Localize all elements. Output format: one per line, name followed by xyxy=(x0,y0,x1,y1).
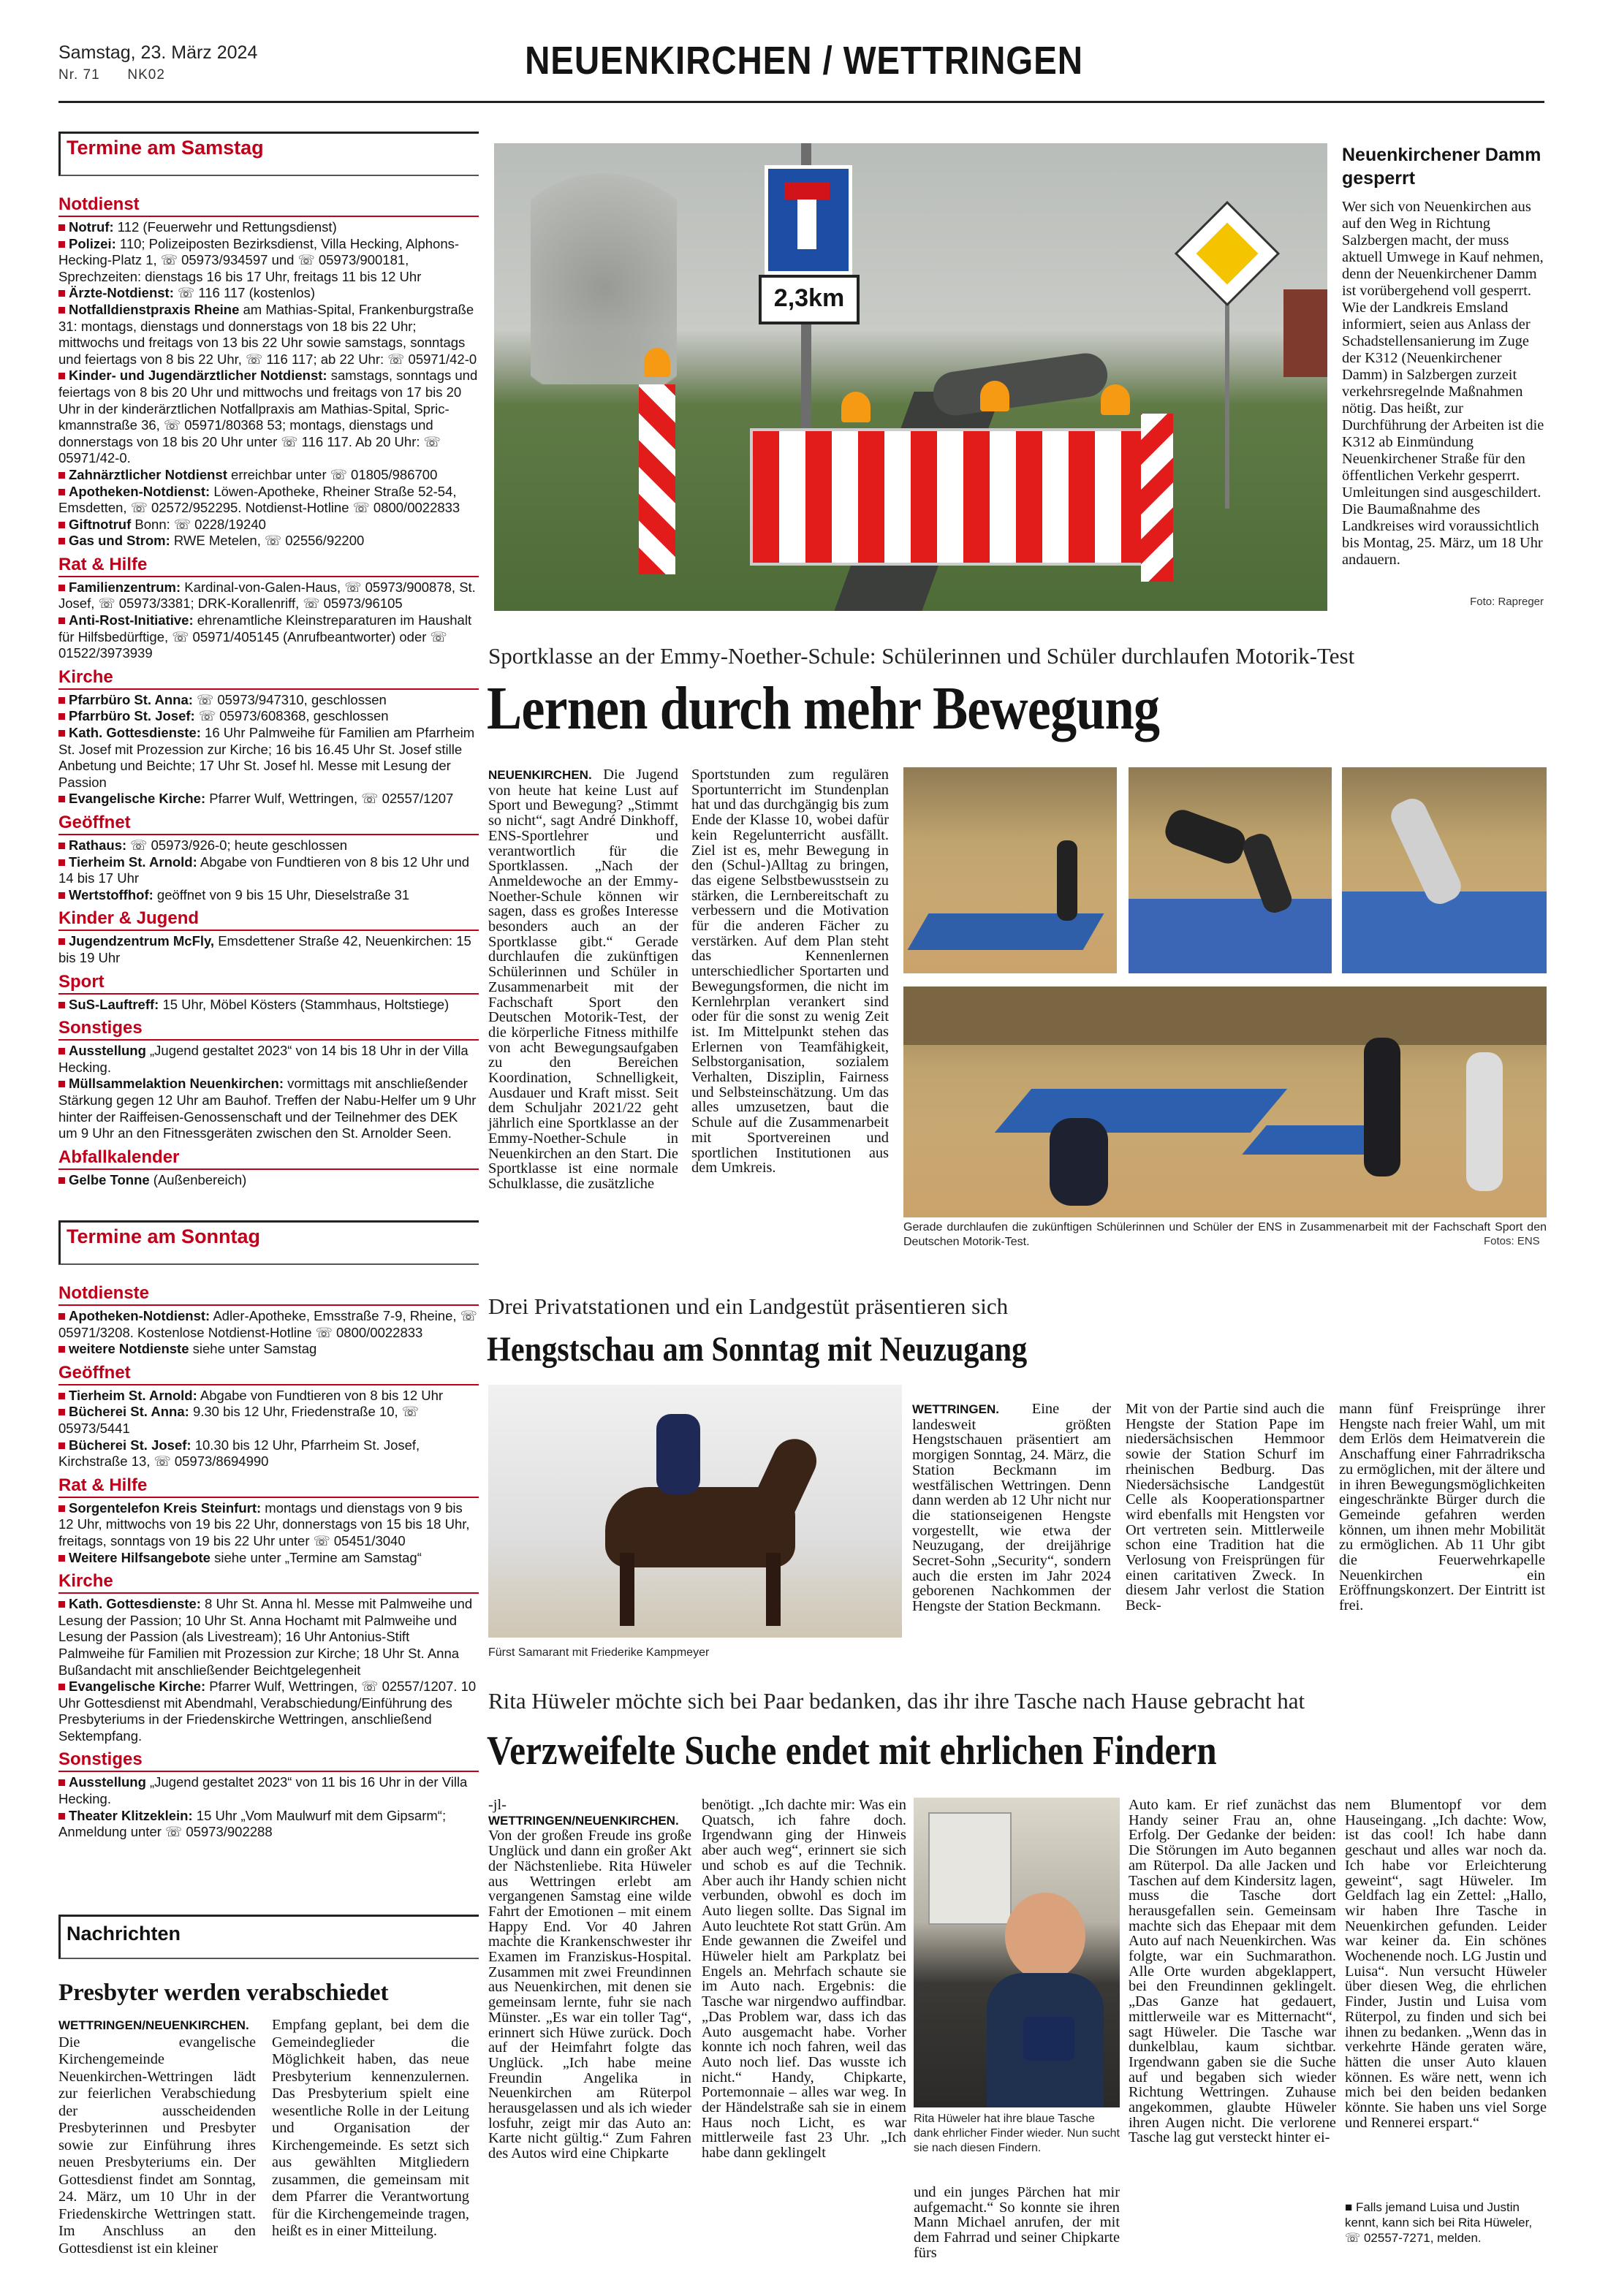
hengst-col-1: WETTRINGEN. Eine der landesweit größten Hengstschauen präsentiert am morgigen Sonntag, 24. März, die Station Beckmann im westfälischen Wettringen. Denn dann werden ab 12 Uhr nicht nur die stationseigenen Hengste vorgestellt, wie etwa der Neuzugang, der dreijährige Secret-Sohn „Security“, sondern auch die ersten im Jahr 2024 geborenen Nachkommen der Hengste der Station Beckmann. xyxy=(912,1401,1111,1615)
rita-photo xyxy=(914,1798,1120,2107)
samstag-entry xyxy=(58,467,479,484)
bullet-square-icon xyxy=(58,1442,65,1449)
samstag-entry xyxy=(58,725,479,791)
entry-label: Apotheken-Notdienst: xyxy=(69,483,211,499)
samstag-entry xyxy=(58,612,479,662)
entry-text: Abgabe von Fundtieren von 8 bis 12 Uhr xyxy=(197,1387,444,1403)
nachrichten-headline: Presbyter werden verabschiedet xyxy=(58,1980,389,2006)
entry-text: montags und dienstags von 9 bis 12 Uhr, mittwochs von 19 bis 22 Uhr, donnerstags von 15 bis 18 Uhr, freitags, sonntags von 19 bis 22 Uhr unter ☏ 05451/3040 xyxy=(58,1499,470,1548)
samstag-section-heading: Kirche xyxy=(58,666,479,690)
samstag-entry xyxy=(58,1172,479,1189)
entry-text: Bonn: ☏ 0228/19240 xyxy=(131,516,266,532)
entry-label: Apotheken-Notdienst: xyxy=(69,1308,211,1323)
damm-headline: Neuenkirchener Damm gesperrt xyxy=(1342,145,1541,189)
samstag-section-heading: Kinder & Jugend xyxy=(58,908,479,931)
tasche-col-2: benötigt. „Ich dachte mir: Was ein Quatsch, ich fahre doch. Irgendwann ging der Hinweis aber auch weg“, erinnert sie sich und schob es auf die Technik. Aber auch ihr Handy schien nicht verbunden, obwohl es doch im Auto liegen sollte. Das Signal im Auto leuchtete Rot statt Grün. Am Ende gewannen die Zweifel und Hüweler hielt am Parkplatz bei Engels an. Mehrfach schaute sie im Auto nach. Ergebnis: die Tasche war nirgendwo auffindbar. „Das Problem war, dass ich das Auto ausgemacht habe. Vorher konnte ich noch fahren, weil das Auto noch lief. Das wusste ich nicht.“ Handy, Chipkarte, Portemonnaie – alles war weg. In der Händelstraße sah sie in einem Haus noch Licht, es war mittlerweile fast 23 Uhr. „Ich habe dann geklingelt xyxy=(702,1797,906,2162)
bullet-square-icon xyxy=(58,585,65,591)
samstag-section-heading: Sonstiges xyxy=(58,1017,479,1041)
samstag-section-heading: Abfallkalender xyxy=(58,1147,479,1170)
sonntag-entry xyxy=(58,1500,479,1550)
sonntag-section-heading: Notdienste xyxy=(58,1282,479,1306)
bullet-square-icon xyxy=(58,1048,65,1054)
tasche-headline: Verzweifelte Suche endet mit ehrlichen Findern xyxy=(487,1728,1217,1774)
sonntag-entry xyxy=(58,1774,479,1807)
entry-label: Tierheim St. Arnold: xyxy=(69,1387,197,1403)
entry-text: samstags, sonntags und feiertags von 8 bis 20 Uhr und mittwochs und freitags von 17 bis 20 Uhr in der kinderärztlichen Notfallpraxis am Mathias-Spital, Sprickmannstraße 36, ☏ 05971/80368 53; montags, dienstags und donnerstags von 18 bis 20 Uhr unter ☏ 116 117. Ab 20 Uhr: ☏ 05971/42-0. xyxy=(58,368,478,466)
entry-label: Sorgentelefon Kreis Steinfurt: xyxy=(69,1499,262,1516)
bullet-square-icon xyxy=(58,373,65,379)
entry-text: 8 Uhr St. Anna hl. Messe mit Palmweihe und Lesung der Passion; 10 Uhr St. Anna Hochamt mit Palmweihe und Lesung der Passion (als Livestream); 16 Uhr Antonius-Stift Palmweihe für Familien mit Prozession zur Kirche; 18 Uhr St. Anna Bußandacht mit anschließender Beichtgelegenheit xyxy=(58,1596,473,1678)
entry-label: weitere Notdienste xyxy=(69,1341,189,1357)
nachrichten-col-1: WETTRINGEN/NEUENKIRCHEN. Die evangelische Kirchengemeinde Neuenkirchen-Wettringen lädt zur feierlichen Verabschiedung der ausscheidenden Presbyterinnen und Presbyter sowie zur Einführung ihres neuen Presbyteriums ein. Der Gottesdienst findet am Sonntag, 24. März, um 10 Uhr in der Friedenskirche Wettringen statt. Im Anschluss an den Gottesdienst ist ein kleiner xyxy=(58,2018,256,2257)
priority-road-sign xyxy=(1175,201,1280,306)
samstag-entry xyxy=(58,1076,479,1141)
sonntag-entry xyxy=(58,1388,479,1404)
bullet-square-icon xyxy=(58,1081,65,1087)
tasche-col-5: nem Blumentopf vor dem Hauseingang. „Ich dachte: Wow, ist das cool! Ich habe dann geschaut und alles war noch da. Ich habe vor Erleichterung geweint“, sagt Hüweler. Im Geldfach lag ein Zettel: „Hallo, wir haben Ihre Tasche in Neuenkirchen gefunden. Leider war keiner da. Ein schönes Wochenende noch. LG Justin und Luisa“. Nun versucht Hüweler über diesen Weg, die ehrlichen Finder, Justin und Luisa vom Rüterpol, zu finden und sich bei ihnen zu bedanken. „Wenn das in verkehrte Hände geraten wäre, hätten die unser Auto klauen können. Es wäre nett, wenn ich mich bei den beiden bedanken könnte. Sie haben uns viel Sorge und Rennerei erspart.“ xyxy=(1345,1797,1547,2131)
bullet-square-icon xyxy=(58,1409,65,1415)
entry-text: „Jugend gestaltet 2023“ von 14 bis 18 Uhr in der Villa Hecking. xyxy=(58,1043,469,1075)
samstag-entry xyxy=(58,887,479,904)
bewegung-col-2: Sportstunden zum regulären Sportunterricht im Stundenplan hat und das durchgängig bis zum Ende der Klasse 10, wobei dafür kein Regelunterricht ausfällt. Ziel ist es, mehr Bewegung in den (Schul-)Alltag zu bringen, das eigene Selbstbewusstsein zu stärken, die Lernbereitschaft zu verbessern und die Motivation für die anderen Fächer zu verstärken. Auf dem Plan steht das Kennenlernen unterschiedlicher Sportarten und Bewegungsformen, die nicht im Kernlehrplan verankert sind oder für die sonst zu wenig Zeit ist. Im Mittelpunkt stehen das Erlernen von Teamfähigkeit, Selbstorganisation, sozialem Verhalten, Disziplin, Fairness und Selbsteinschätzung. Um das alles umzusetzen, baut die Schule auf die Zusammenarbeit mit Sportvereinen und sportlichen Institutionen aus dem Umkreis. xyxy=(691,767,889,1176)
entry-text: Pfarrer Wulf, Wettringen, ☏ 02557/1207. 10 Uhr Gottesdienst mit Abendmahl, Verabschiedung/Einführung des Presbyteriums in der Friedenskirche Wettringen, anschließend Sektempfang. xyxy=(58,1679,477,1744)
bewegung-photo-credit: Fotos: ENS xyxy=(1484,1235,1540,1247)
entry-label: Anti-Rost-Initiative: xyxy=(69,612,194,628)
motorik-photo-3 xyxy=(1342,767,1547,973)
issue-number: Nr. 71 NK02 xyxy=(58,67,165,83)
samstag-entry xyxy=(58,708,479,725)
nachrichten-header xyxy=(58,1915,479,1959)
bullet-square-icon xyxy=(58,1313,65,1320)
bullet-square-icon xyxy=(58,1684,65,1690)
sonntag-entry xyxy=(58,1550,479,1567)
termine-samstag-title: Termine am Samstag xyxy=(61,140,270,156)
masthead-rule xyxy=(58,101,1544,103)
bullet-square-icon xyxy=(58,1393,65,1399)
bullet-square-icon xyxy=(58,796,65,802)
bewegung-caption: Gerade durchlaufen die zukünftigen Schülerinnen und Schüler der ENS in Zusammenarbeit mit der Fachschaft Sport den Deutschen Motorik-Test. xyxy=(903,1221,1547,1248)
entry-text: 112 (Feuerwehr und Rettungsdienst) xyxy=(113,219,337,235)
entry-text: Adler-Apotheke, Emsstraße 7-9, Rheine, ☏ 05971/3208. Kostenlose Notdienst-Hotline ☏ 0800/0022833 xyxy=(58,1308,477,1340)
termine-sonntag-header xyxy=(58,1220,479,1265)
samstag-section-heading: Rat & Hilfe xyxy=(58,554,479,577)
dead-end-sign xyxy=(765,165,852,275)
sonntag-entry xyxy=(58,1679,479,1744)
nachrichten xyxy=(58,1915,479,2257)
bullet-square-icon xyxy=(58,1505,65,1512)
sonntag-section-heading: Rat & Hilfe xyxy=(58,1475,479,1498)
road-closure-photo xyxy=(494,143,1327,611)
entry-text: ehrenamtliche Kleinstreparaturen im Haushalt für Hilfsbedürftige, ☏ 05971/405145 (Anrufbeantworter) oder ☏ 01522/3973939 xyxy=(58,612,472,661)
entry-text: 110; Polizeiposten Bezirksdienst, Villa Hecking, Alphons-Hecking-Platz 1, ☏ 05973/934597 und ☏ 05973/900181, Sprechzeiten: dienstags 16 bis 17 Uhr, freitags 11 bis 12 Uhr xyxy=(58,235,460,284)
bullet-square-icon xyxy=(58,1779,65,1786)
entry-label: Weitere Hilfsangebote xyxy=(69,1549,211,1565)
entry-label: Theater Klitzeklein: xyxy=(69,1807,193,1823)
entry-label: Müllsammelaktion Neuenkirchen: xyxy=(69,1076,284,1092)
entry-label: Giftnotruf xyxy=(69,516,132,532)
entry-text: 9.30 bis 12 Uhr, Friedenstraße 10, ☏ 05973/5441 xyxy=(58,1404,419,1436)
samstag-entry xyxy=(58,236,479,286)
bullet-square-icon xyxy=(58,489,65,495)
entry-label: Polizei: xyxy=(69,235,116,251)
termine-sonntag xyxy=(58,1220,479,1841)
tasche-col-4: Auto kam. Er rief zunächst das Handy seiner Frau an, ohne Erfolg. Der Gedanke der beiden: Die Störungen im Auto begannen am Rüterpol. Da alle Jacken und Taschen auf dem Kindersitz lagen, muss die Tasche dort herausgefallen sein. Gemeinsam machte sich das Ehepaar mit dem Auto auf nach Neuenkirchen. Was folgte, war ein Suchmarathon. Alle Orte wurden abgeklappert, bei den Freundinnen geklingelt. „Das Ganze hat gedauert, mittlerweile war es Mitternacht“, sagt Hüweler. Die Tasche war dunkelblau, kaum sichtbar. Irgendwann gaben sie die Suche auf und begaben sich wieder Richtung Wettringen. Zuhause angekommen, glaubte Hüweler ihren Augen nicht. Die verlorene Tasche lag gut versteckt hinter ei- xyxy=(1129,1797,1336,2146)
samstag-entry xyxy=(58,692,479,709)
entry-text: Emsdettener Straße 42, Neuenkirchen: 15 bis 19 Uhr xyxy=(58,933,471,965)
entry-text: vormittags mit anschließender Stärkung gegen 12 Uhr am Bauhof. Treffen der Nabu-Helfer um 9 Uhr hinter der Raiffeisen-Genossenschaft und der Teilnehmer des DEK um 9 Uhr an den Fitnessgeräten zwischen den St. Arnolder Seen. xyxy=(58,1076,477,1141)
entry-label: Ärzte-Notdienst: xyxy=(69,285,174,301)
entry-text: ☏ 05973/608368, geschlossen xyxy=(194,708,389,724)
sonntag-entry xyxy=(58,1437,479,1470)
entry-text: Kardinal-von-Galen-Haus, ☏ 05973/900878, St. Josef, ☏ 05973/3381; DRK-Korallenriff, ☏ 05973/96105 xyxy=(58,579,476,612)
bullet-square-icon xyxy=(58,1346,65,1353)
entry-label: Zahnärztlicher Notdienst xyxy=(69,466,227,482)
entry-text: Löwen-Apotheke, Rheiner Straße 52-54, Emsdetten, ☏ 02572/952295. Notdienst-Hotline ☏ 0800/0022833 xyxy=(58,483,460,516)
horse-photo xyxy=(488,1385,902,1638)
bewegung-kicker: Sportklasse an der Emmy-Noether-Schule: Schülerinnen und Schüler durchlaufen Motorik-Test xyxy=(488,643,1355,669)
bullet-square-icon xyxy=(58,472,65,479)
entry-label: Notruf: xyxy=(69,219,114,235)
entry-text: Abgabe von Fundtieren von 8 bis 12 Uhr und 14 bis 17 Uhr xyxy=(58,854,470,886)
bullet-square-icon xyxy=(58,859,65,866)
bullet-square-icon xyxy=(58,1002,65,1008)
samstag-entry xyxy=(58,1043,479,1076)
entry-label: Kath. Gottesdienste: xyxy=(69,1596,201,1612)
motorik-photo-4 xyxy=(903,987,1547,1217)
samstag-section-heading: Notdienst xyxy=(58,194,479,217)
damm-body: Wer sich von Neuenkirchen aus auf den Weg in Richtung Salzbergen macht, der muss aktuell Umwege in Kauf nehmen, denn der Neuenkirchener Damm ist vorübergehend voll gesperrt. Wie der Landkreis Emsland informiert, seien aus Anlass der Schadstellensanierung im Zuge der K312 (Neuenkirchener Damm) in Salzbergen zurzeit verkehrsregelnde Maßnahmen nötig. Das heißt, zur Durchführung der Arbeiten ist die K312 ab Einmündung Neuenkirchener Straße für den öffentlichen Verkehr gesperrt. Umleitungen sind ausgeschildert. Die Baumaßnahme des Landkreises wird voraussichtlich bis Montag, 25. März, um 18 Uhr andauern. xyxy=(1342,199,1544,568)
entry-text: siehe unter „Termine am Samstag“ xyxy=(210,1549,422,1565)
bewegung-col-1: NEUENKIRCHEN. Die Jugend von heute hat keine Lust auf Sport und Bewegung? „Stimmt so nicht“, sagt André Dinkhoff, ENS-Sportlehrer und verantwortlich für die Sportklassen. „Nach der Anmeldewoche an der Emmy-Noether-Schule können wir sagen, dass es großes Interesse besonders auch an der Sportklasse gibt.“ Gerade durchlaufen die zukünftigen Schülerinnen und Schüler in Zusammenarbeit mit der Fachschaft Sport den Deutschen Motorik-Test, der die körperliche Fitness mithilfe von acht Bewegungsaufgaben zu den Bereichen Koordination, Schnelligkeit, Ausdauer und Kraft misst. Seit dem Schuljahr 2021/22 geht jährlich eine Sportklasse an der Emmy-Noether-Schule in Neuenkirchen an den Start. Die Sportklasse ist eine normale Schulklasse, die zusätzliche xyxy=(488,767,678,1192)
nachrichten-col-2: Empfang geplant, bei dem die Gemeindeglieder die Möglichkeit haben, das neue Presbyterium kennenzulernen. Das Presbyterium spielt eine wesentliche Rolle in der Leitung und Organisation der Kirchengemeinde. Es setzt sich aus gewählten Mitgliedern zusammen, die gemeinsam mit dem Pfarrer die Verantwortung für die Kirchengemeinde tragen, heißt es in einer Mitteilung. xyxy=(272,2017,469,2239)
sonntag-entry xyxy=(58,1596,479,1679)
tasche-col-3: und ein junges Pärchen hat mir aufgemacht.“ So konnte sie ihren Mann Michael anrufen, der mit dem Fahrrad und seiner Chipkarte fürs xyxy=(914,2184,1120,2261)
bullet-square-icon xyxy=(58,522,65,528)
bewegung-headline: Lernen durch mehr Bewegung xyxy=(487,674,1160,742)
motorik-photo-2 xyxy=(1129,767,1332,973)
entry-text: ☏ 05973/926-0; heute geschlossen xyxy=(126,837,348,853)
bullet-square-icon xyxy=(58,1555,65,1562)
samstag-entry xyxy=(58,484,479,517)
bullet-square-icon xyxy=(58,241,65,248)
rita-caption: Rita Hüweler hat ihre blaue Tasche dank ehrlicher Finder wieder. Nun sucht sie nach diesen Findern. xyxy=(914,2113,1120,2154)
bullet-square-icon xyxy=(58,713,65,720)
hengst-headline: Hengstschau am Sonntag mit Neuzugang xyxy=(487,1330,1028,1369)
bullet-square-icon xyxy=(58,1813,65,1820)
samstag-entry xyxy=(58,997,479,1014)
entry-text: 10.30 bis 12 Uhr, Pfarrheim St. Josef, Kirchstraße 13, ☏ 05973/8694990 xyxy=(58,1437,420,1470)
entry-label: Familienzentrum: xyxy=(69,579,181,595)
samstag-entry xyxy=(58,837,479,854)
sonntag-entry xyxy=(58,1404,479,1437)
entry-label: Pfarrbüro St. Josef: xyxy=(69,708,195,724)
issue-date: Samstag, 23. März 2024 xyxy=(58,42,258,63)
termine-sonntag-list xyxy=(58,1282,479,1841)
entry-text: Pfarrer Wulf, Wettringen, ☏ 02557/1207 xyxy=(205,791,454,807)
samstag-entry xyxy=(58,302,479,368)
entry-label: Kath. Gottesdienste: xyxy=(69,725,201,741)
entry-text: 15 Uhr „Vom Maulwurf mit dem Gipsarm“; Anmeldung unter ☏ 05973/902288 xyxy=(58,1807,447,1840)
termine-samstag xyxy=(58,132,479,1188)
termine-sonntag-title: Termine am Sonntag xyxy=(61,1228,266,1245)
entry-text: ☏ 05973/947310, geschlossen xyxy=(192,691,387,707)
nachrichten-title: Nachrichten xyxy=(61,1923,186,1945)
tasche-footnote: ■ Falls jemand Luisa und Justin kennt, kann sich bei Rita Hüweler, ☏ 02557-7271, melden. xyxy=(1345,2200,1533,2245)
entry-text: 16 Uhr Palmweihe für Familien am Pfarrheim St. Josef mit Prozession zur Kirche; 16 bis 16.45 Uhr St. Josef stille Anbetung und Beichte; 17 Uhr St. Josef hl. Messe mit Lesung der Passion xyxy=(58,725,475,790)
damm-photo-credit: Foto: Rapreger xyxy=(1470,596,1544,608)
termine-samstag-list xyxy=(58,194,479,1188)
entry-text: 15 Uhr, Möbel Kösters (Stammhaus, Holtstiege) xyxy=(159,996,450,1012)
entry-text: siehe unter Samstag xyxy=(189,1341,317,1357)
bullet-square-icon xyxy=(58,843,65,849)
sonntag-entry xyxy=(58,1308,479,1341)
entry-text: (Außenbereich) xyxy=(149,1171,247,1187)
samstag-entry xyxy=(58,517,479,533)
termine-samstag-header xyxy=(58,132,479,176)
entry-label: Pfarrbüro St. Anna: xyxy=(69,691,193,707)
entry-label: Bücherei St. Anna: xyxy=(69,1404,189,1420)
horse-caption: Fürst Samarant mit Friederike Kampmeyer xyxy=(488,1646,710,1659)
entry-text: geöffnet von 9 bis 15 Uhr, Dieselstraße 31 xyxy=(153,886,410,902)
entry-label: Evangelische Kirche: xyxy=(69,791,206,807)
samstag-entry xyxy=(58,933,479,966)
hengst-kicker: Drei Privatstationen und ein Landgestüt präsentieren sich xyxy=(488,1293,1009,1319)
sonntag-section-heading: Geöffnet xyxy=(58,1362,479,1385)
bullet-square-icon xyxy=(58,1601,65,1608)
entry-label: Tierheim St. Arnold: xyxy=(69,854,197,870)
samstag-entry xyxy=(58,791,479,807)
bullet-square-icon xyxy=(58,224,65,231)
entry-text: ☏ 116 117 (kostenlos) xyxy=(173,285,316,301)
entry-label: Ausstellung xyxy=(69,1774,146,1790)
bullet-square-icon xyxy=(58,730,65,737)
samstag-entry xyxy=(58,219,479,236)
hengst-col-2: Mit von der Partie sind auch die Hengste der Station Pape im niedersächsischen Hemmoor sowie der Station Schurf im rheinischen Bedburg. Das Niedersächsische Landgestüt Celle als Kooperationspartner wird ebenfalls mit Hengsten vor Ort vertreten sein. Mittlerweile schon eine Tradition hat die Verlosung von Freisprüngen für einen caritativen Zweck. In diesem Jahr verlost die Station Beck- xyxy=(1126,1401,1324,1614)
entry-text: RWE Metelen, ☏ 02556/92200 xyxy=(170,533,365,549)
motorik-photo-1 xyxy=(903,767,1117,973)
sonntag-section-heading: Kirche xyxy=(58,1570,479,1594)
samstag-section-heading: Sport xyxy=(58,971,479,995)
distance-sign: 2,3km xyxy=(759,275,860,324)
samstag-entry xyxy=(58,854,479,887)
entry-label: Notfalldienstpraxis Rheine xyxy=(69,301,240,317)
entry-text: am Mathias-Spital, Frankenburgstraße 31: montags, dienstags und donnerstags von 18 bis 22 Uhr; mittwochs und freitags von 13 bis 22 Uhr sowie samstags, sonntags und feiertags von 8 bis 22 Uhr, ☏ 116 117; ab 22 Uhr: ☏ 05971/42-0 xyxy=(58,301,477,367)
samstag-entry xyxy=(58,533,479,550)
hengst-col-3: mann fünf Freisprünge ihrer Hengste nach freier Wahl, um mit dem Erlös dem Heimatverein die Anschaffung einer Fahrradrikscha zu ermöglichen, mit der ältere und in ihren Bewegungsmöglichkeiten eingeschränkte Bürger durch die Gemeinde gefahren werden können, um ihnen mehr Mobilität zu ermöglichen. Ab 11 Uhr gibt die Feuerwehrkapelle Neuenkirchen ein Eröffnungskonzert. Der Eintritt ist frei. xyxy=(1339,1401,1545,1614)
entry-label: Wertstoffhof: xyxy=(69,886,153,902)
entry-label: Rathaus: xyxy=(69,837,127,853)
bullet-square-icon xyxy=(58,617,65,624)
entry-text: „Jugend gestaltet 2023“ von 11 bis 16 Uhr in der Villa Hecking. xyxy=(58,1774,468,1807)
barrier xyxy=(750,428,1165,566)
entry-text: erreichbar unter ☏ 01805/986700 xyxy=(227,466,438,482)
bullet-square-icon xyxy=(58,938,65,945)
sonntag-entry xyxy=(58,1808,479,1841)
entry-label: SuS-Lauftreff: xyxy=(69,996,159,1012)
bullet-square-icon xyxy=(58,307,65,313)
samstag-entry xyxy=(58,579,479,612)
tasche-col-1: -jl- WETTRINGEN/NEUENKIRCHEN. Von der großen Freude ins große Unglück und dann ein großer Akt der Nächstenliebe. Rita Hüweler aus Wettringen erlebt am vergangenen Samstag eine wilde Fahrt der Emotionen – mit einem Happy End. Vor 40 Jahren machte die Krankenschwester ihr Examen im Franziskus-Hospital. Zusammen mit zwei Freundinnen aus Neuenkirchen, mit denen sie gemeinsam lernte, fuhr sie nach Münster. „Es war ein toller Tag“, erinnert sich Hüwe zurück. Doch auf der Heimfahrt folgte das Unglück. „Ich habe meine Freundin Angelika in Neuenkirchen am Rüterpol herausgelassen und als ich wieder losfuhr, zeigt mir das Auto an: Karte nicht gültig.“ Zum Fahren des Autos wird eine Chipkarte xyxy=(488,1797,691,2162)
bullet-square-icon xyxy=(58,290,65,297)
entry-label: Gelbe Tonne xyxy=(69,1171,150,1187)
sonntag-entry xyxy=(58,1341,479,1358)
entry-label: Jugendzentrum McFly, xyxy=(69,933,215,949)
entry-label: Kinder- und Jugendärztlicher Notdienst: xyxy=(69,368,327,384)
samstag-entry xyxy=(58,368,479,467)
samstag-entry xyxy=(58,285,479,302)
samstag-section-heading: Geöffnet xyxy=(58,812,479,835)
bullet-square-icon xyxy=(58,892,65,899)
bullet-square-icon xyxy=(58,697,65,704)
bullet-square-icon xyxy=(58,1177,65,1184)
entry-label: Gas und Strom: xyxy=(69,533,170,549)
section-title: NEUENKIRCHEN / WETTRINGEN xyxy=(525,39,1083,83)
sonntag-section-heading: Sonstiges xyxy=(58,1749,479,1772)
entry-label: Ausstellung xyxy=(69,1043,146,1059)
tasche-kicker: Rita Hüweler möchte sich bei Paar bedanken, das ihr ihre Tasche nach Hause gebracht hat xyxy=(488,1688,1305,1714)
entry-label: Evangelische Kirche: xyxy=(69,1679,206,1695)
entry-label: Bücherei St. Josef: xyxy=(69,1437,191,1453)
bullet-square-icon xyxy=(58,538,65,544)
